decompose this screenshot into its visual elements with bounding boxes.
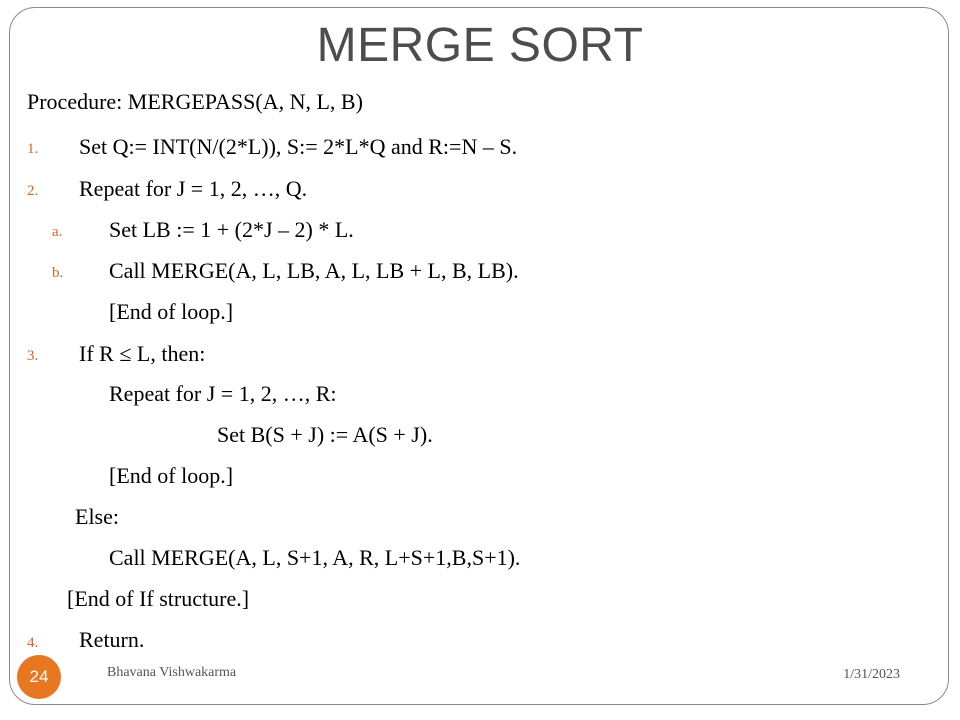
- footer-date: 1/31/2023: [843, 667, 900, 682]
- step-marker-2a: a.: [52, 224, 63, 240]
- step-marker-3: 3.: [27, 348, 39, 364]
- step-marker-2b: b.: [52, 265, 64, 281]
- end-loop-2: [End of loop.]: [109, 463, 234, 488]
- step-3-set: Set B(S + J) := A(S + J).: [217, 422, 433, 447]
- end-loop-1: [End of loop.]: [109, 299, 234, 324]
- step-2-text: Repeat for J = 1, 2, …, Q.: [79, 176, 308, 201]
- step-3-repeat: Repeat for J = 1, 2, …, R:: [109, 381, 337, 406]
- step-2a-text: Set LB := 1 + (2*J – 2) * L.: [109, 217, 354, 242]
- step-4-text: Return.: [79, 627, 145, 652]
- step-marker-4: 4.: [27, 635, 39, 651]
- step-2b-text: Call MERGE(A, L, LB, A, L, LB + L, B, LB).: [109, 258, 519, 283]
- page-number-badge: 24: [17, 655, 61, 699]
- step-1-text: Set Q:= INT(N/(2*L)), S:= 2*L*Q and R:=N – S.: [79, 134, 518, 159]
- end-if-line: [End of If structure.]: [67, 586, 250, 611]
- procedure-heading: Procedure: MERGEPASS(A, N, L, B): [27, 89, 363, 114]
- else-line: Else:: [75, 504, 119, 529]
- step-marker-1: 1.: [27, 141, 39, 157]
- step-3-text: If R ≤ L, then:: [79, 341, 206, 366]
- call-merge-line: Call MERGE(A, L, S+1, A, R, L+S+1,B,S+1).: [109, 545, 521, 570]
- step-marker-2: 2.: [27, 183, 39, 199]
- slide-title: MERGE SORT: [316, 19, 644, 72]
- footer-author: Bhavana Vishwakarma: [107, 665, 237, 680]
